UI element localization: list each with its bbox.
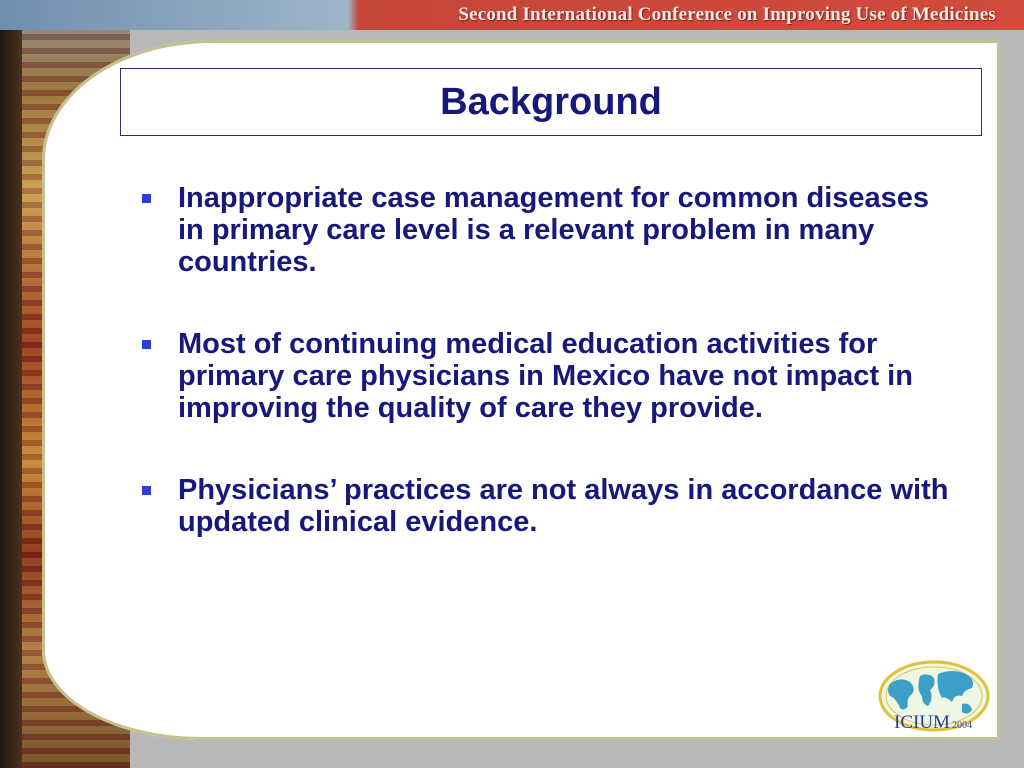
slide-title: Background bbox=[440, 80, 662, 123]
title-box bbox=[120, 68, 982, 136]
bullet-item bbox=[140, 474, 960, 538]
logo-label bbox=[894, 712, 972, 734]
conference-banner bbox=[0, 0, 1024, 30]
bullet-square-icon bbox=[142, 194, 151, 203]
bullet-list bbox=[140, 182, 960, 588]
bullet-item bbox=[140, 182, 960, 278]
bullet-text: Inappropriate case management for common diseases in primary care level is a relevant problem in many countries. bbox=[178, 182, 930, 278]
left-shadow-strip bbox=[0, 0, 22, 768]
bullet-item bbox=[140, 328, 960, 424]
banner-title: Second International Conference on Improving Use of Medicines bbox=[458, 4, 996, 25]
logo-name: ICIUM bbox=[894, 712, 950, 733]
bullet-text: Physicians’ practices are not always in accordance with updated clinical evidence. bbox=[178, 474, 949, 538]
logo-year: 2004 bbox=[951, 720, 972, 731]
bullet-square-icon bbox=[142, 486, 151, 495]
bullet-text: Most of continuing medical education activities for primary care physicians in Mexico have not impact in improving the quality of care they provide. bbox=[178, 328, 913, 424]
bullet-square-icon bbox=[142, 340, 151, 349]
